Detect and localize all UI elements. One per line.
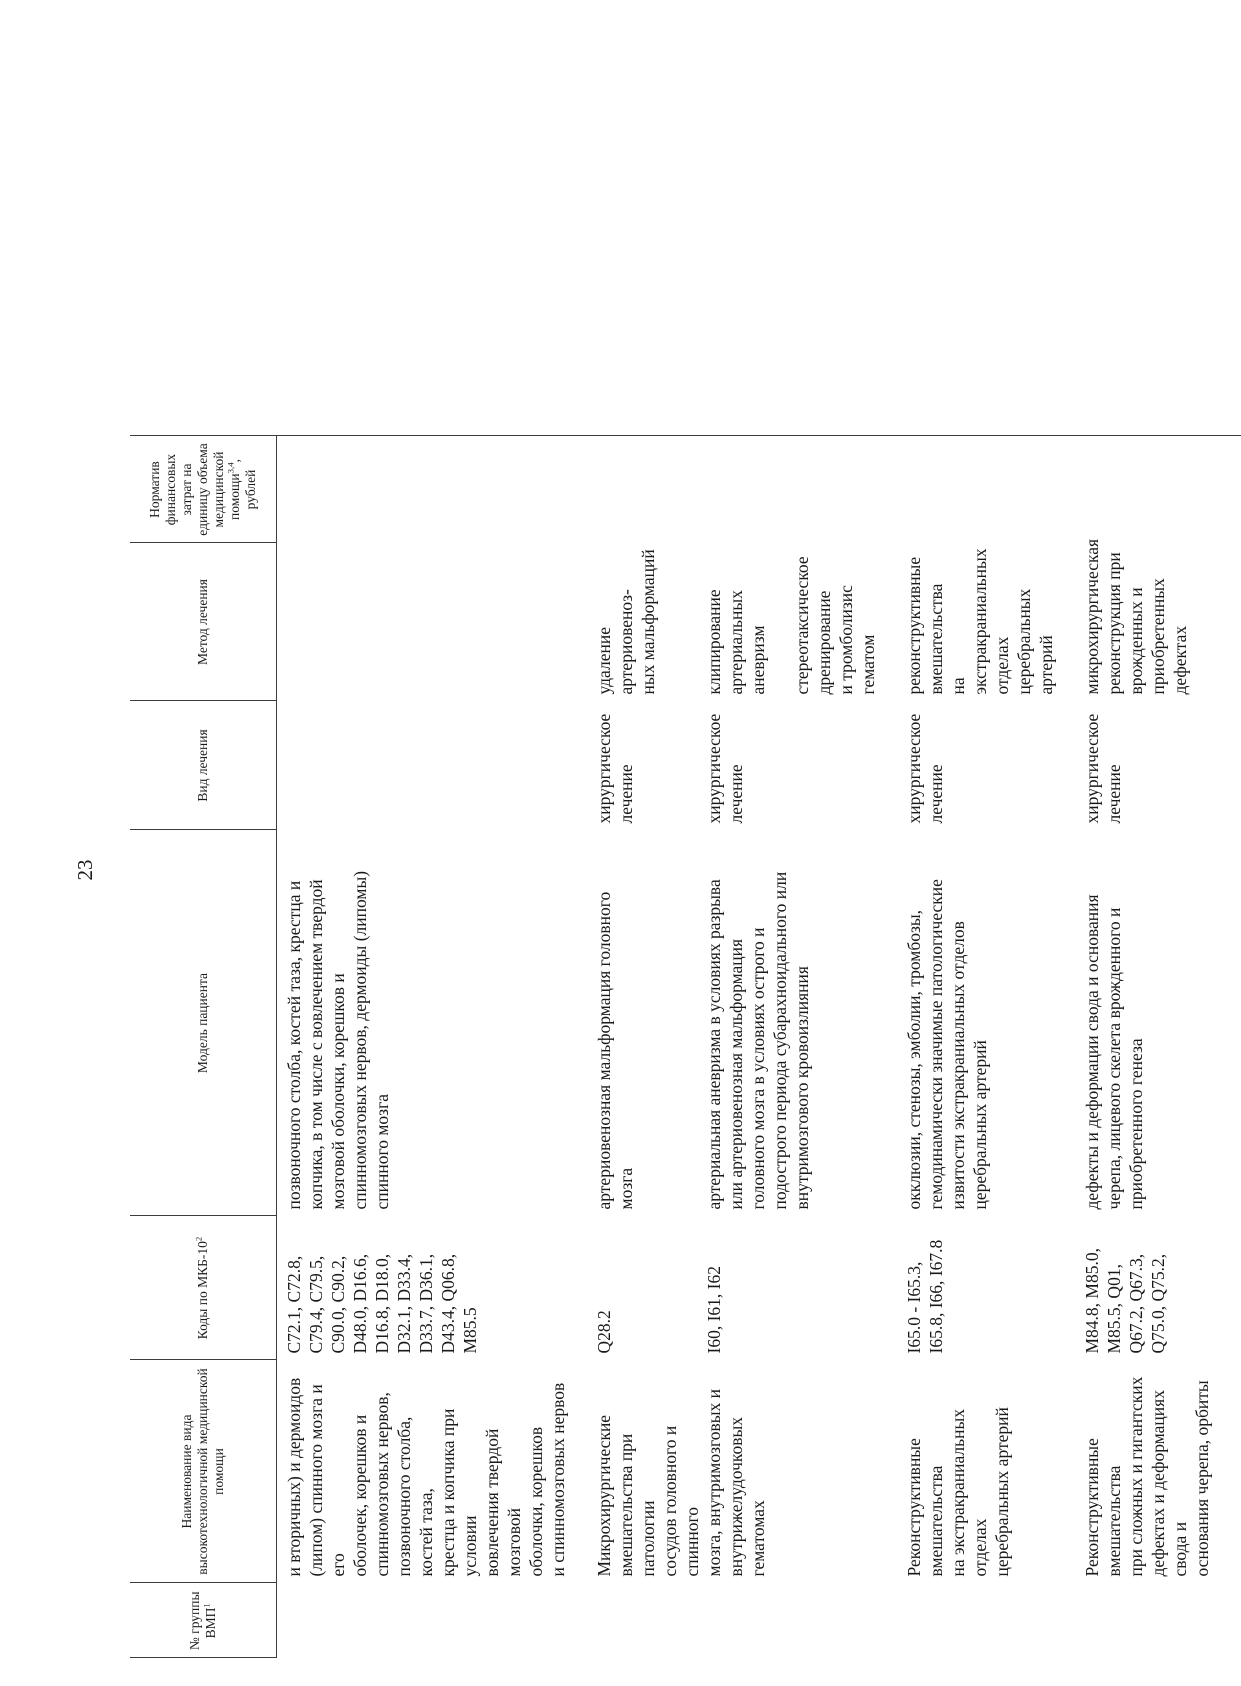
cell-empty bbox=[277, 34, 570, 436]
header-method: Метод лечения bbox=[130, 543, 277, 701]
cell-type: хирургическое лечение bbox=[703, 701, 879, 830]
cell-model: позвоночного столба, костей таза, крестца и копчика, в том числе с вовлечением твердой мозговой оболочки, корешков и спинномозговых нервов, дермоиды (липомы) спинного мозга bbox=[277, 830, 570, 1216]
header-empty bbox=[130, 34, 277, 436]
header-group-no: № группы ВМП$^1$ bbox=[130, 1583, 277, 1658]
cell-empty bbox=[1081, 34, 1241, 436]
cell-group-no bbox=[277, 1583, 570, 1658]
cell-method: клипирование артериальных аневризм стереотаксическое дренирование и тромболизис гематом bbox=[703, 543, 879, 701]
cell-method: реконструктивные вмешательства на экстракраниальных отделах церебральных артерий bbox=[903, 543, 1057, 701]
cell-group-no bbox=[703, 1583, 879, 1658]
cell-norm bbox=[703, 436, 879, 543]
table-header-row bbox=[130, 34, 277, 1658]
rotated-table-container bbox=[130, 34, 1212, 1658]
table-row bbox=[277, 34, 570, 1658]
cell-group-no bbox=[903, 1583, 1057, 1658]
cell-name: Реконструктивные вмешательства при сложных и гигантских дефектах и деформациях свода и основания черепа, орбиты bbox=[1081, 1360, 1241, 1583]
cell-name: Микрохирургические вмешательства при патологии сосудов головного и спинного bbox=[593, 1360, 703, 1583]
cell-method: микрохирургическая реконструкция при врожденных и приобретенных дефектах bbox=[1081, 543, 1241, 701]
header-model: Модель пациента bbox=[130, 830, 277, 1216]
header-name: Наименование вида высокотехнологичной медицинской помощи bbox=[130, 1360, 277, 1583]
cell-codes: I60, I61, I62 bbox=[703, 1216, 879, 1360]
cell-norm bbox=[1081, 436, 1241, 543]
cell-empty bbox=[703, 34, 879, 436]
cell-codes: I65.0 - I65.3, I65.8, I66, I67.8 bbox=[903, 1216, 1057, 1360]
cell-empty bbox=[903, 34, 1057, 436]
cell-codes: Q28.2 bbox=[593, 1216, 703, 1360]
cell-method bbox=[277, 543, 570, 701]
cell-model: дефекты и деформации свода и основания черепа, лицевого скелета врожденного и приобретенного генеза bbox=[1081, 830, 1241, 1216]
cell-model: окклюзии, стенозы, эмболии, тромбозы, гемодинамически значимые патологические извитости экстракраниальных отделов церебральных артерий bbox=[903, 830, 1057, 1216]
cell-model: артериальная аневризма в условиях разрыва или артериовенозная мальформация головного мозга в условиях острого и подострого периода субарахноидального или внутримозгового кровоизлияния bbox=[703, 830, 879, 1216]
cell-model: артериовенозная мальформация головного мозга bbox=[593, 830, 703, 1216]
table-row bbox=[593, 34, 703, 1658]
cell-name: Реконструктивные вмешательства на экстракраниальных отделах церебральных артерий bbox=[903, 1360, 1057, 1583]
cell-empty bbox=[593, 34, 703, 436]
page-number: 23 bbox=[73, 859, 97, 881]
header-treatment-type: Вид лечения bbox=[130, 701, 277, 830]
table-row bbox=[903, 34, 1057, 1658]
header-codes: Коды по МКБ-$10^2$ bbox=[130, 1216, 277, 1360]
cell-method: удаление артериовеноз- ных мальформаций bbox=[593, 543, 703, 701]
cell-codes: C72.1, C72.8, C79.4, C79.5, C90.0, C90.2, D48.0, D16.6, D16.8, D18.0, D32.1, D33.4, D33.7, D36.1, D43.4, Q06.8, M85.5 bbox=[277, 1216, 570, 1360]
row-gap bbox=[1057, 34, 1081, 1658]
table-row bbox=[703, 34, 879, 1658]
cell-name: и вторичных) и дермоидов (липом) спинного мозга и его оболочек, корешков и спинномозговых нервов, позвоночного столба, костей таза, крестца и копчика при условии вовлечения твердой мозговой оболочки, корешков и спинномозговых нервов bbox=[277, 1360, 570, 1583]
table-left-border bbox=[130, 1657, 276, 1658]
cell-group-no bbox=[593, 1583, 703, 1658]
cell-norm bbox=[593, 436, 703, 543]
cell-norm bbox=[903, 436, 1057, 543]
cell-type bbox=[277, 701, 570, 830]
cell-type: хирургическое лечение bbox=[1081, 701, 1241, 830]
header-norm: Норматив финансовых затрат на единицу объема медицинской помощи$^{3,4}$, рублей bbox=[130, 436, 277, 543]
cell-codes: M84.8, M85.0, M85.5, Q01, Q67.2, Q67.3, Q75.0, Q75.2, bbox=[1081, 1216, 1241, 1360]
cell-name: мозга, внутримозговых и внутрижелудочковых гематомах bbox=[703, 1360, 879, 1583]
vmp-table bbox=[130, 34, 1241, 1658]
cell-type: хирургическое лечение bbox=[593, 701, 703, 830]
row-gap bbox=[569, 34, 593, 1658]
cell-norm bbox=[277, 436, 570, 543]
row-gap bbox=[879, 34, 903, 1658]
cell-type: хирургическое лечение bbox=[903, 701, 1057, 830]
cell-group-no bbox=[1081, 1583, 1241, 1658]
table-row bbox=[1081, 34, 1241, 1658]
